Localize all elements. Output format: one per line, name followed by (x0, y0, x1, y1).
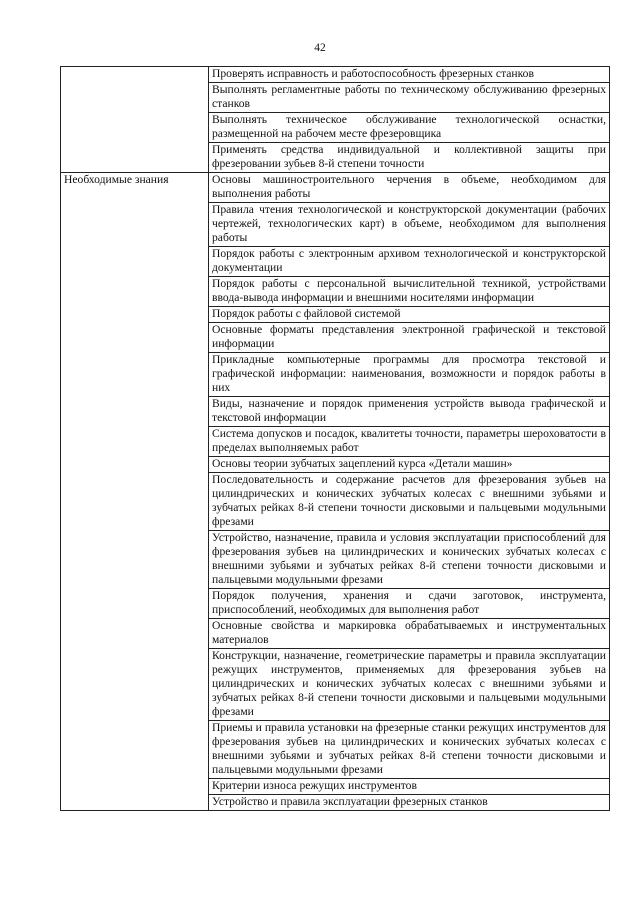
labor-functions-table (60, 66, 610, 811)
table-item: Выполнять техническое обслуживание технологической оснастки, размещенной на рабочем месте фрезеровщика (209, 113, 610, 143)
table-item: Основы машиностроительного черчения в объеме, необходимом для выполнения работы (209, 173, 610, 203)
table-item: Порядок получения, хранения и сдачи заготовок, инструмента, приспособлений, необходимых для выполнения работ (209, 589, 610, 619)
table-item: Виды, назначение и порядок применения устройств вывода графической и текстовой информации (209, 397, 610, 427)
table-item: Выполнять регламентные работы по техническому обслуживанию фрезерных станков (209, 83, 610, 113)
skills-label-cell (61, 67, 209, 173)
page-number: 42 (314, 42, 326, 54)
table-item: Порядок работы с электронным архивом технологической и конструкторской документации (209, 247, 610, 277)
table-item: Основные свойства и маркировка обрабатываемых и инструментальных материалов (209, 619, 610, 649)
table-item: Проверять исправность и работоспособность фрезерных станков (209, 67, 610, 83)
table-item: Основные форматы представления электронной графической и текстовой информации (209, 323, 610, 353)
table-item: Порядок работы с файловой системой (209, 307, 610, 323)
table-item: Устройство, назначение, правила и условия эксплуатации приспособлений для фрезерования зубьев на цилиндрических и конических зубчатых колесах с внешними зубьями и зубчатых рейках 8-й степени точности дисковыми и пальцевыми модульными фрезами (209, 531, 610, 589)
table-item: Приемы и правила установки на фрезерные станки режущих инструментов для фрезерования зубьев на цилиндрических и конических зубчатых колесах с внешними зубьями и зубчатых рейках 8-й степени точности дисковыми и пальцевыми модульными фрезами (209, 721, 610, 779)
table-item: Устройство и правила эксплуатации фрезерных станков (209, 795, 610, 811)
table-item: Применять средства индивидуальной и коллективной защиты при фрезеровании зубьев 8-й степени точности (209, 143, 610, 173)
table-row (61, 173, 610, 203)
table-item: Правила чтения технологической и конструкторской документации (рабочих чертежей, технологических карт) в объеме, необходимом для выполнения работы (209, 203, 610, 247)
table-item: Последовательность и содержание расчетов для фрезерования зубьев на цилиндрических и конических зубчатых колесах с внешними зубьями и зубчатых рейках 8-й степени точности дисковыми и пальцевыми модульными фрезами (209, 473, 610, 531)
table-item: Порядок работы с персональной вычислительной техникой, устройствами ввода-вывода информации и внешними носителями информации (209, 277, 610, 307)
table-item: Критерии износа режущих инструментов (209, 779, 610, 795)
table-item: Основы теории зубчатых зацеплений курса «Детали машин» (209, 457, 610, 473)
table-item: Система допусков и посадок, квалитеты точности, параметры шероховатости в пределах выполняемых работ (209, 427, 610, 457)
table-item: Прикладные компьютерные программы для просмотра текстовой и графической информации: наименования, возможности и порядок работы в них (209, 353, 610, 397)
table-item: Конструкции, назначение, геометрические параметры и правила эксплуатации режущих инструментов, применяемых для фрезерования зубьев на цилиндрических и конических зубчатых колесах с внешними зубьями и зубчатых рейках 8-й степени точности дисковыми и пальцевыми модульными фрезами (209, 649, 610, 721)
table-row (61, 67, 610, 83)
knowledge-label: Необходимые знания (61, 173, 209, 811)
